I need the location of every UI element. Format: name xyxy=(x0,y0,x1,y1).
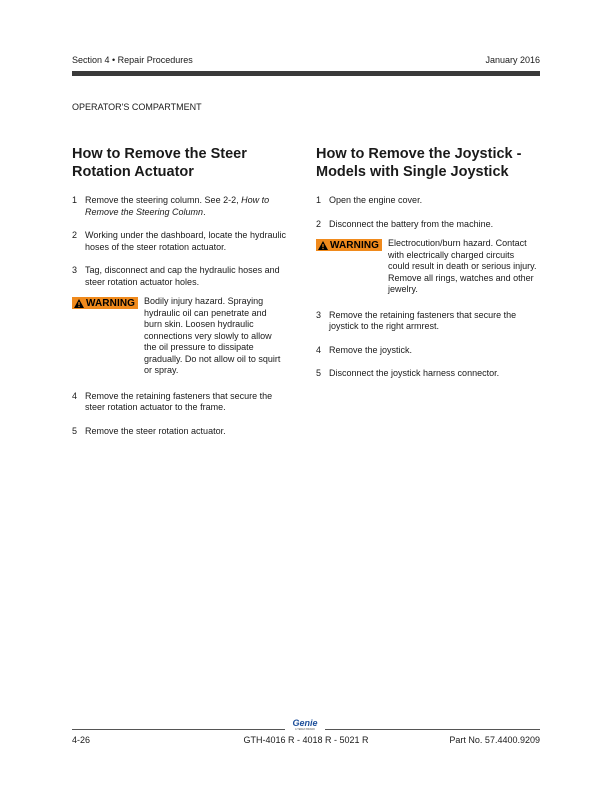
left-step-1 xyxy=(72,195,294,218)
right-procedure-title: How to Remove the Joystick - Models with Single Joystick xyxy=(316,146,522,180)
left-step-3 xyxy=(72,265,294,288)
step-number: 4 xyxy=(316,344,322,355)
step-text-end: . xyxy=(203,206,206,217)
page-number: 4-26 xyxy=(72,735,91,745)
footer-models: GTH-4016 R - 4018 R - 5021 R xyxy=(243,735,369,745)
step-text: Disconnect the battery from the machine. xyxy=(329,218,494,229)
step-number: 4 xyxy=(72,390,78,401)
step-number: 2 xyxy=(72,230,78,240)
step-number: 3 xyxy=(72,265,78,275)
subsection-title: OPERATOR'S COMPARTMENT xyxy=(72,102,202,112)
step-text: Remove the retaining fasteners that secure the steer rotation actuator to the frame. xyxy=(85,390,273,412)
step-text: Open the engine cover. xyxy=(329,195,423,205)
warning-label: WARNING xyxy=(86,297,136,309)
footer-part-number: Part No. 57.4400.9209 xyxy=(449,735,540,745)
warning-badge xyxy=(72,297,138,309)
header-rule xyxy=(72,71,540,76)
step-number: 5 xyxy=(72,425,78,436)
step-text: Remove the joystick. xyxy=(329,344,413,355)
step-number: 1 xyxy=(72,195,78,205)
header-section: Section 4 • Repair Procedures xyxy=(72,55,193,65)
warning-text: Bodily injury hazard. Spraying hydraulic oil can penetrate and burn skin. Loosen hydraulic connections very slowly to allow the oil pressure to dissipate gradually. Do not allow oil to squirt or spray. xyxy=(144,296,281,375)
step-text: Remove the steer rotation actuator. xyxy=(85,425,226,436)
left-warning xyxy=(72,296,294,377)
left-step-5 xyxy=(72,426,294,438)
logo-subtext: A TEREX BRAND xyxy=(295,728,315,731)
right-step-3 xyxy=(316,310,538,333)
step-reference: How to Remove the Steering Column xyxy=(85,195,270,217)
step-text: Working under the dashboard, locate the hydraulic hoses of the steer rotation actuator. xyxy=(85,230,286,252)
left-step-2 xyxy=(72,230,294,253)
right-step-1 xyxy=(316,195,538,207)
warning-triangle-icon xyxy=(74,299,84,308)
left-procedure xyxy=(72,145,294,449)
step-text: Tag, disconnect and cap the hydraulic hoses and steer rotation actuator holes. xyxy=(85,265,280,287)
right-step-4 xyxy=(316,345,538,357)
right-step-2 xyxy=(316,219,538,231)
step-number: 2 xyxy=(316,218,322,229)
logo-text: Genie xyxy=(292,718,318,728)
warning-label: WARNING xyxy=(330,239,380,251)
genie-logo xyxy=(285,718,325,732)
warning-text: Electrocution/burn hazard. Contact with electrically charged circuits could result in death or serious injury. Remove all rings, watches and other jewelry. xyxy=(388,238,537,294)
step-number: 3 xyxy=(316,309,322,320)
right-step-5 xyxy=(316,368,538,380)
step-text: Remove the retaining fasteners that secure the joystick to the right armrest. xyxy=(329,309,517,331)
header-date: January 2016 xyxy=(485,55,540,65)
right-procedure xyxy=(316,145,538,392)
step-text: Remove the steering column. See 2-2, xyxy=(85,195,242,205)
left-procedure-title: How to Remove the Steer Rotation Actuator xyxy=(72,146,247,180)
right-warning xyxy=(316,238,538,296)
step-number: 1 xyxy=(316,195,322,205)
step-number: 5 xyxy=(316,368,322,378)
step-text: Disconnect the joystick harness connector. xyxy=(329,368,500,378)
warning-triangle-icon xyxy=(318,241,328,250)
warning-badge xyxy=(316,239,382,251)
left-step-4 xyxy=(72,391,294,414)
